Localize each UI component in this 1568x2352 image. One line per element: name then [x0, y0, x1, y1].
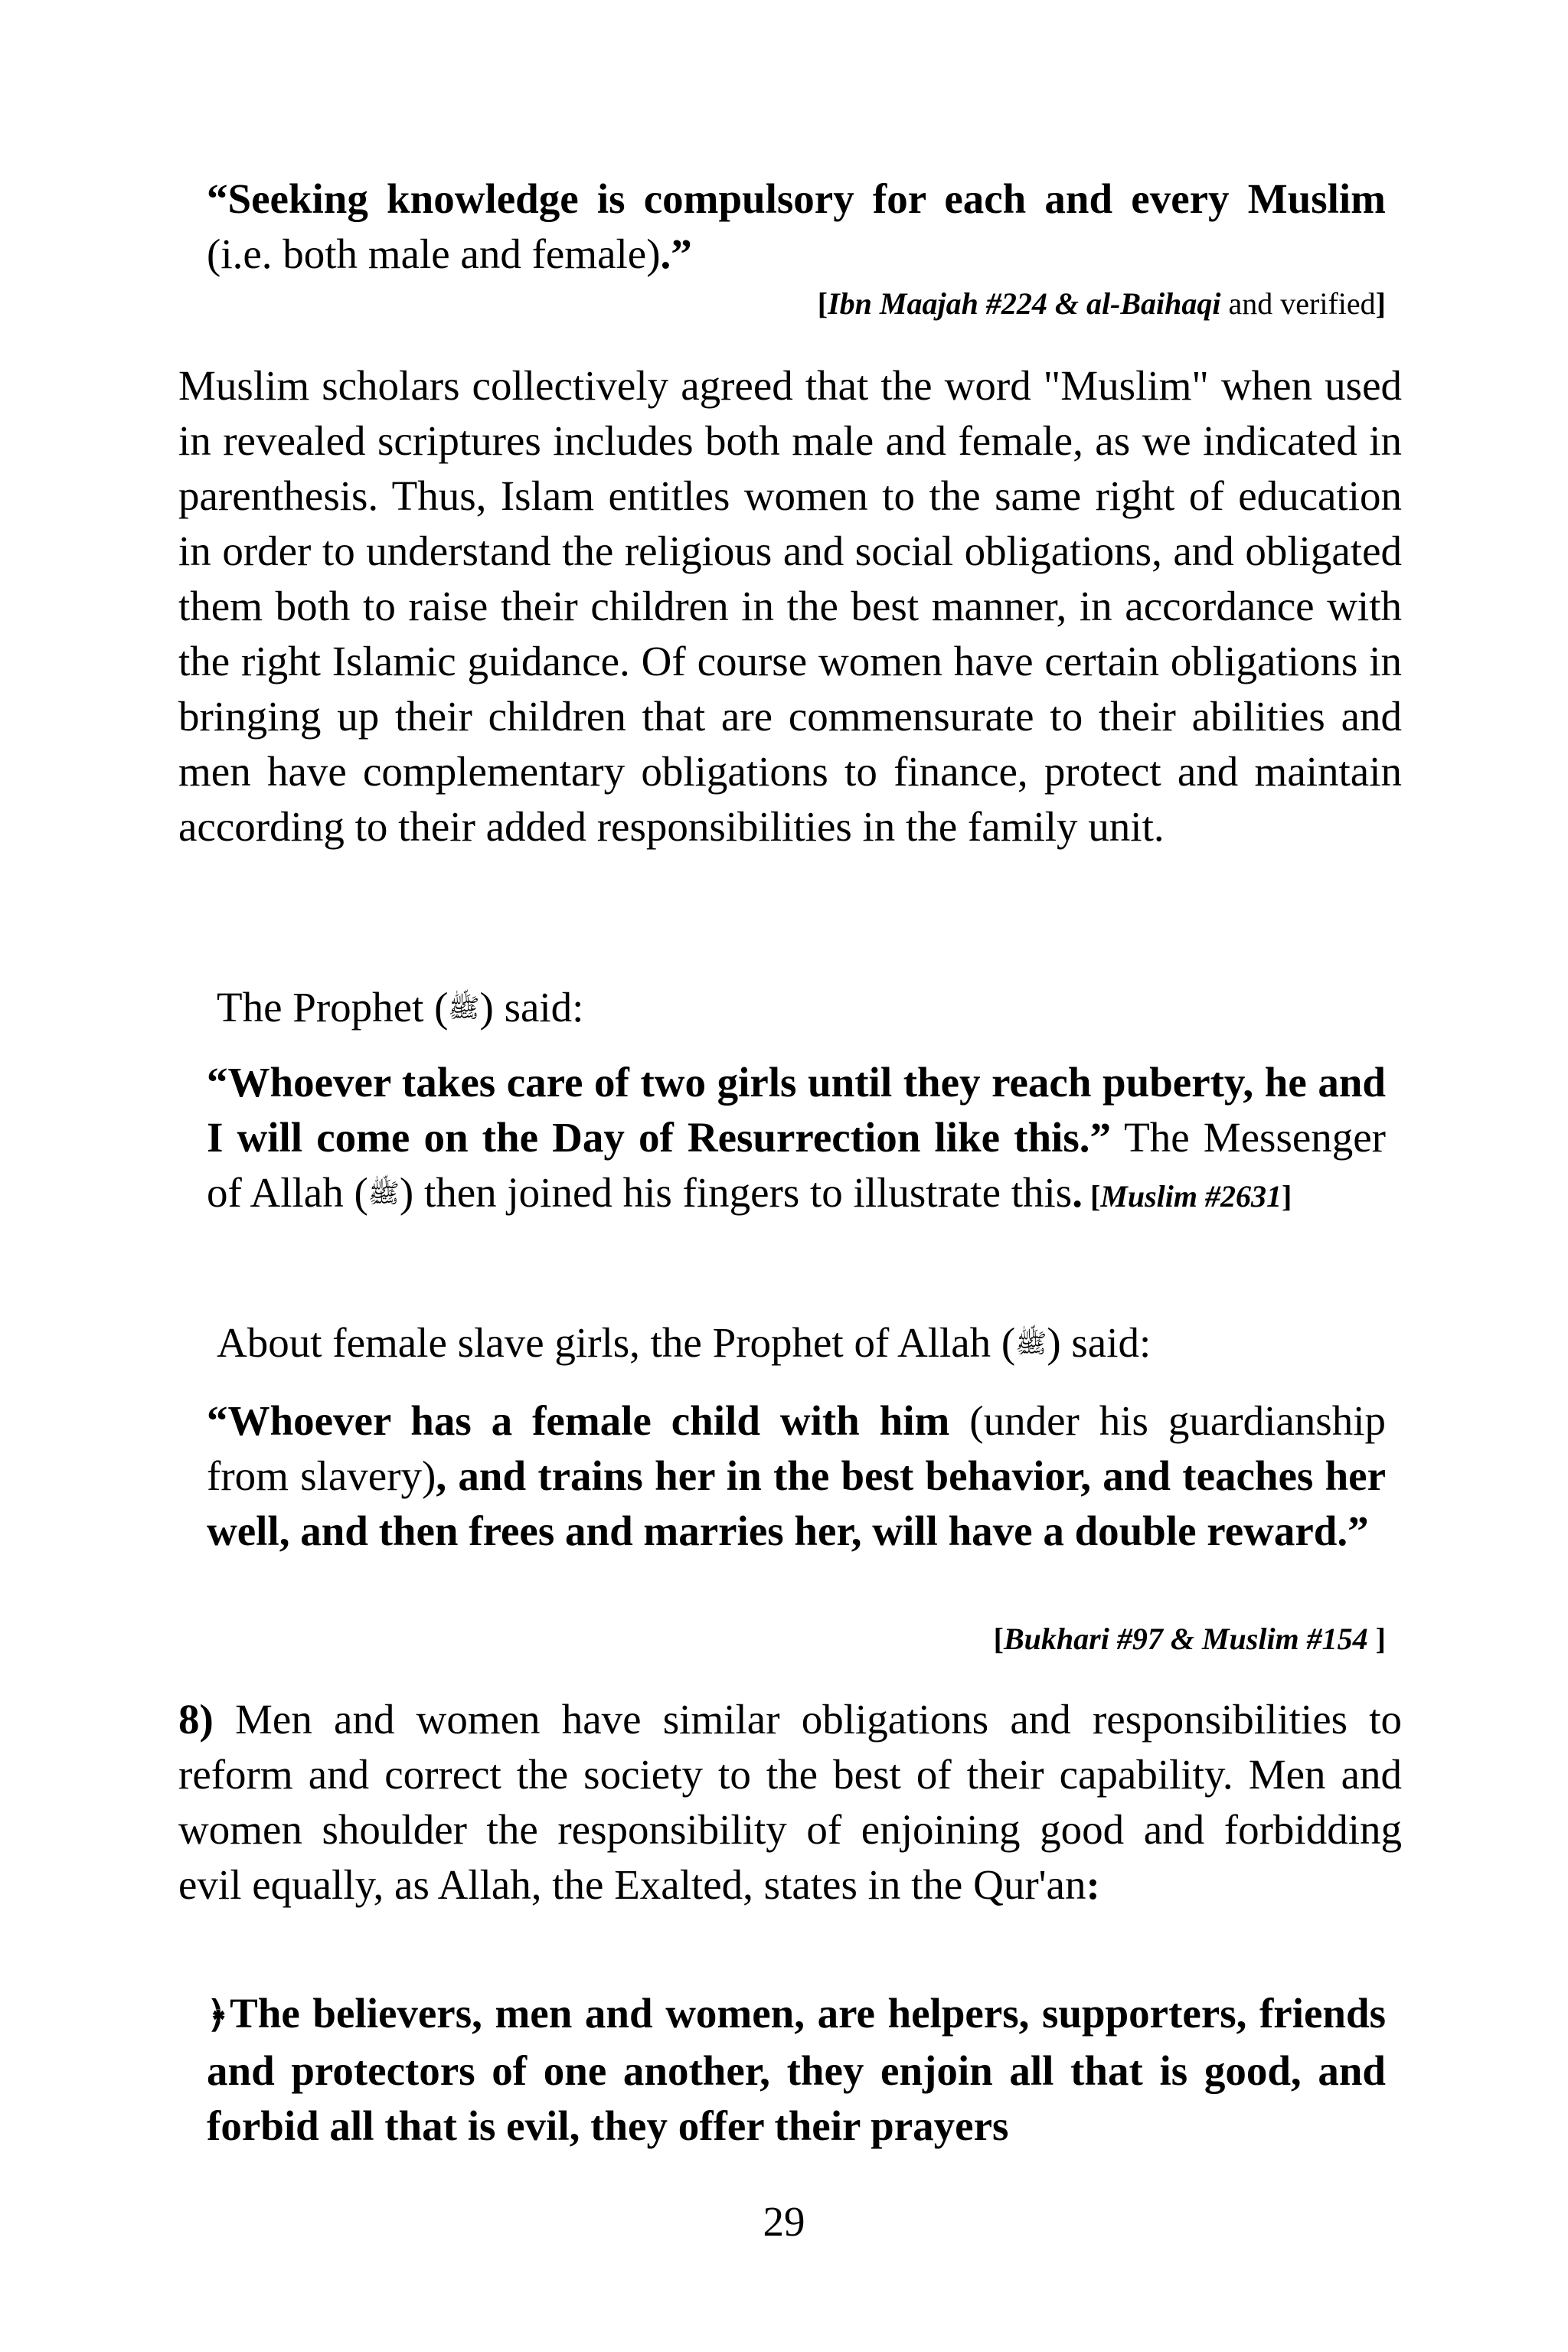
salutation-symbol: ﷺ	[1015, 1330, 1047, 1358]
hadith-slave-girl-parenthetical: (under his guardianship from slavery)	[207, 1397, 1386, 1499]
hadith-knowledge-text: “Seeking knowledge is compulsory for each and every Muslim	[207, 175, 1386, 222]
hadith-two-girls-reference: [Muslim #2631]	[1082, 1179, 1292, 1214]
prophet-said-line-2: About female slave girls, the Prophet of Allah (ﷺ) said:	[217, 1319, 1152, 1366]
reference-note: and verified	[1220, 286, 1376, 321]
hadith-slave-girl	[207, 1393, 1386, 1559]
salutation-symbol: ﷺ	[448, 995, 480, 1023]
reference-source: Ibn Maajah #224 & al-Baihaqi	[828, 286, 1221, 321]
verse-ornament: ﴿	[207, 1995, 229, 2036]
hadith-slave-girl-reference: [Bukhari #97 & Muslim #154 ]	[993, 1622, 1386, 1656]
quran-verse-text: The believers, men and women, are helpers, supporters, friends and protectors of one another, they enjoin all that is good, and forbid all that is evil, they offer their prayers	[207, 1990, 1386, 2149]
salutation-symbol: ﷺ	[368, 1180, 400, 1208]
hadith-knowledge-reference: [Ibn Maajah #224 & al-Baihaqi and verified]	[817, 286, 1386, 321]
hadith-slave-girl-text-2: , and trains her in the best behavior, and teaches her well, and then frees and marries her, will have a double reward.”	[207, 1452, 1386, 1554]
prophet-said-line-1: The Prophet (ﷺ) said:	[217, 984, 584, 1031]
page-number: 29	[763, 2198, 805, 2245]
quran-verse	[207, 1986, 1386, 2154]
scholars-paragraph: Muslim scholars collectively agreed that the word "Muslim" when used in revealed scriptures includes both male and female, as we indicated in parenthesis. Thus, Islam entitles women to the same right of education in order to understand the religious and social obligations, and obligated them both to raise their children in the best manner, in accordance with the right Islamic guidance. Of course women have certain obligations in bringing up their children that are commensurate to their abilities and men have complementary obligations to finance, protect and maintain according to their added responsibilities in the family unit.	[178, 362, 1402, 850]
section-8-paragraph: 8) Men and women have similar obligations and responsibilities to reform and correct the society to the best of their capability. Men and women shoulder the responsibility of enjoining good and forbidding evil equally, as Allah, the Exalted, states in the Qur'an:	[178, 1696, 1402, 1908]
reference-source: Bukhari #97 & Muslim #154	[1003, 1622, 1368, 1656]
hadith-slave-girl-text-1: “Whoever has a female child with him	[207, 1397, 950, 1444]
hadith-knowledge-quote	[207, 172, 1386, 282]
hadith-two-girls-text: “Whoever takes care of two girls until they reach puberty, he and I will come on the Day of Resurrection like this.”	[207, 1059, 1386, 1161]
hadith-knowledge-parenthetical: (i.e. both male and female)	[207, 230, 661, 277]
hadith-two-girls: “Whoever takes care of two girls until they reach puberty, he and I will come on the Day of Resurrection like this.” The Messenger of Allah (ﷺ) then joined his fingers to illustrate this. [Muslim #2631]	[207, 1059, 1386, 1216]
reference-source: Muslim #2631	[1100, 1179, 1282, 1214]
section-number: 8)	[178, 1696, 214, 1743]
hadith-knowledge-close: .”	[660, 230, 692, 277]
